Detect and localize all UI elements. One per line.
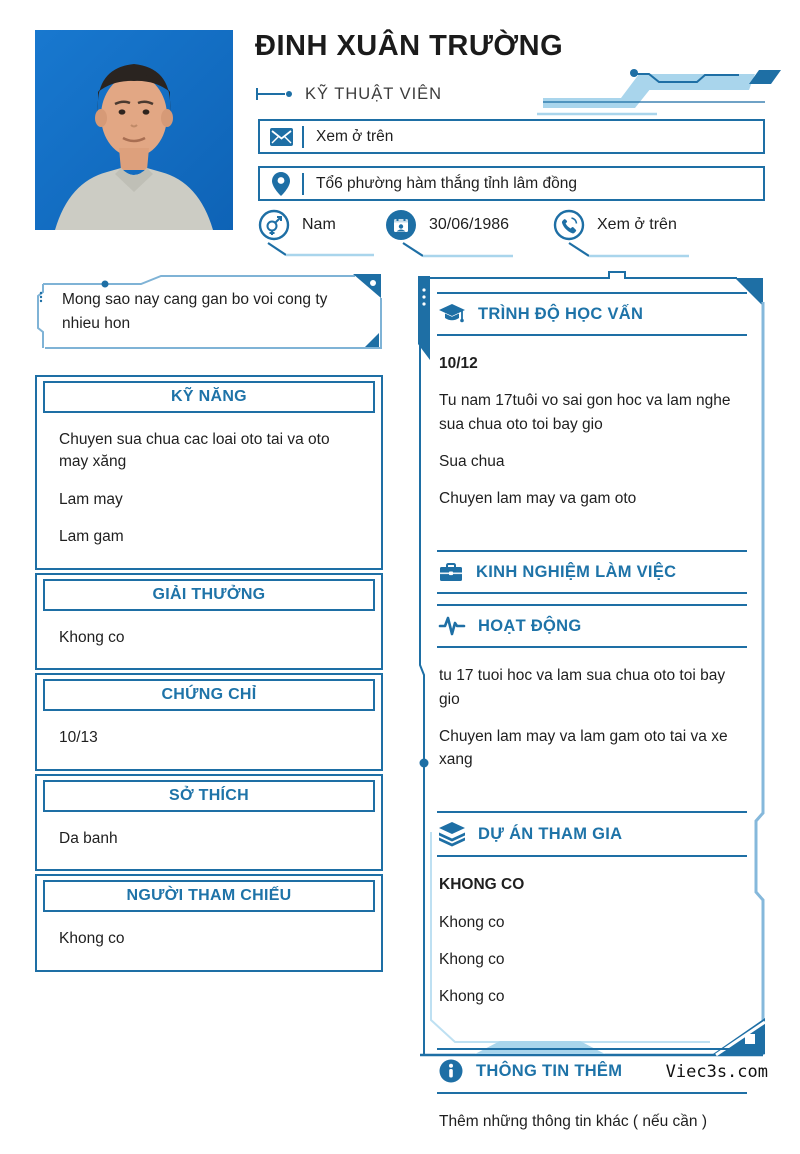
email-icon (260, 128, 302, 146)
section-projects-header (437, 811, 747, 857)
education-item: Sua chua (439, 452, 505, 470)
birthday-value: 30/06/1986 (429, 216, 510, 233)
section-awards (35, 573, 383, 670)
gender-field (258, 209, 336, 241)
address-value: Tổ6 phường hàm thắng tỉnh lâm đồng (316, 174, 577, 192)
section-certificates (35, 673, 383, 770)
phone-icon (553, 209, 585, 241)
activity-item: Chuyen lam may va lam gam oto tai va xe xang (439, 727, 728, 768)
project-item: Khong co (439, 950, 505, 968)
section-activities-body (437, 648, 747, 791)
skill-item: Lam gam (59, 528, 124, 546)
section-title: SỞ THÍCH (43, 780, 375, 812)
section-education-header (437, 292, 747, 336)
section-title: CHỨNG CHỈ (43, 679, 375, 711)
underline-decoration (401, 241, 517, 261)
skill-item: Lam may (59, 490, 123, 508)
section-education-body (437, 336, 747, 530)
hobby-item: Da banh (59, 829, 118, 847)
section-skills (35, 375, 383, 570)
project-item: Khong co (439, 913, 505, 931)
reference-item: Khong co (59, 930, 125, 948)
additional-info-item: Thêm những thông tin khác ( nếu cần ) (439, 1113, 708, 1131)
site-watermark: Viec3s.com (665, 1062, 768, 1082)
section-title: GIẢI THƯỞNG (43, 579, 375, 611)
section-title: TRÌNH ĐỘ HỌC VẤN (478, 304, 644, 323)
left-column (35, 375, 383, 975)
section-additional-body (437, 1094, 747, 1153)
gender-icon (258, 209, 290, 241)
calendar-icon (385, 209, 417, 241)
award-item: Khong co (59, 628, 125, 646)
meta-row (258, 209, 778, 259)
section-title: NGƯỜI THAM CHIẾU (43, 880, 375, 912)
email-value: Xem ở trên (316, 127, 394, 145)
profile-photo (35, 30, 233, 230)
education-item: 10/12 (439, 355, 478, 372)
address-field (258, 166, 765, 201)
section-title: KINH NGHIỆM LÀM VIỆC (476, 562, 677, 581)
skill-item: Chuyen sua chua cac loai oto tai va oto may xăng (59, 431, 330, 471)
activity-item: tu 17 tuoi hoc va lam sua chua oto toi bay gio (439, 667, 726, 708)
phone-field (553, 209, 677, 241)
education-item: Tu nam 17tuôi vo sai gon hoc va lam nghe sua chua oto toi bay gio (439, 392, 731, 433)
section-projects-body (437, 857, 747, 1028)
phone-value: Xem ở trên (597, 216, 677, 233)
section-activities-header (437, 604, 747, 648)
section-hobbies (35, 774, 383, 871)
location-pin-icon (260, 172, 302, 196)
underline-decoration (567, 241, 693, 261)
section-title: DỰ ÁN THAM GIA (478, 824, 623, 843)
underline-decoration (266, 241, 378, 259)
job-title-row (255, 84, 442, 104)
briefcase-icon (439, 561, 463, 583)
section-title: HOẠT ĐỘNG (478, 616, 582, 635)
objective-text: Mong sao nay cang gan bo voi cong ty nhieu hon (62, 291, 328, 333)
graduation-cap-icon (439, 303, 465, 325)
email-field (258, 119, 765, 154)
pulse-icon (439, 615, 465, 637)
title-dash-icon (255, 84, 295, 104)
portrait-illustration (35, 30, 233, 230)
gender-value: Nam (302, 216, 336, 233)
job-title: KỸ THUẬT VIÊN (305, 84, 443, 103)
info-icon (439, 1059, 463, 1083)
layers-icon (439, 822, 465, 846)
project-item: KHONG CO (439, 876, 525, 894)
circuit-decoration (535, 60, 785, 122)
candidate-name: ĐINH XUÂN TRƯỜNG (255, 30, 564, 62)
section-title: THÔNG TIN THÊM (476, 1061, 623, 1080)
section-title: KỸ NĂNG (43, 381, 375, 413)
birthday-field (385, 209, 509, 241)
project-item: Khong co (439, 988, 505, 1005)
section-experience-header (437, 550, 747, 594)
right-column-content (437, 292, 747, 1154)
education-item: Chuyen lam may va gam oto (439, 490, 637, 507)
certificate-item: 10/13 (59, 729, 98, 747)
section-references (35, 874, 383, 971)
objective-box (35, 272, 383, 354)
